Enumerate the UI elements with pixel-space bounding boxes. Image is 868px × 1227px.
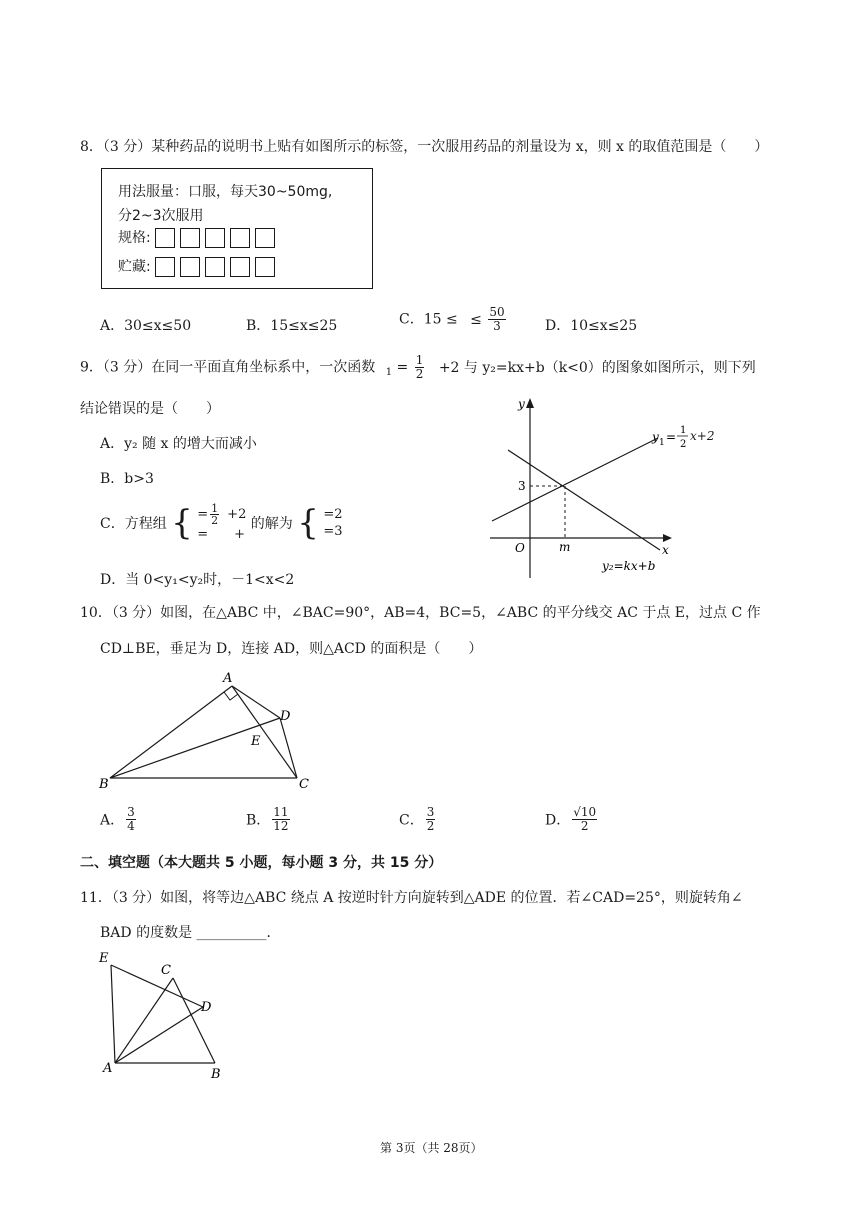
segment-ac <box>115 978 173 1063</box>
y1-label-pre: y <box>652 430 659 444</box>
q9-option-c[interactable]: C．方程组 { = $\frac{1}{2}$ +2 = + 的解为 { =2 =3 <box>100 502 343 543</box>
q9-stem-line2: 结论错误的是（ ） <box>80 401 220 417</box>
point-e: E <box>251 734 261 749</box>
x-axis-arrow <box>663 534 672 542</box>
label-spec: 规格: <box>118 230 151 246</box>
vertex-a: A <box>103 1061 113 1076</box>
q8-option-a[interactable]: A．30≤x≤50 <box>100 318 192 334</box>
blank-box <box>230 228 250 248</box>
axis-x-label: x <box>662 543 669 557</box>
segment-ae <box>111 965 115 1063</box>
q8-option-c-le: ≤ <box>470 311 482 328</box>
label-line1: 用法服量：口服，每天30~50mg, <box>118 184 333 200</box>
q11-figure <box>95 950 235 1085</box>
label-store: 贮藏: <box>118 259 151 275</box>
label-store-row <box>118 256 280 277</box>
line-y1 <box>492 438 658 521</box>
q11-stem: 11．（3 分）如图，将等边△ABC 绕点 A 按逆时针方向旋转到△ADE 的位置．若∠CAD=25°，则旋转角∠ <box>80 890 743 906</box>
q8-option-c-pre: C．15 ≤ <box>399 311 458 328</box>
blank-box <box>255 257 275 277</box>
vertex-b: B <box>211 1067 221 1082</box>
page-footer: 第 3页（共 28页） <box>380 1141 483 1155</box>
q8-option-d[interactable]: D．10≤x≤25 <box>545 318 638 334</box>
vertex-d: D <box>201 1000 212 1015</box>
right-angle-mark <box>224 692 238 700</box>
q9-option-a[interactable]: A．y₂ 随 x 的增大而减小 <box>100 436 257 452</box>
q10-option-a[interactable]: A． $\frac{3}{4}$ <box>100 805 135 833</box>
blank-box <box>155 228 175 248</box>
q9-stem: 9．（3 分）在同一平面直角坐标系中，一次函数 $_1$ = $\frac{1}{2}$ +2 与 y₂=kx+b（k<0）的图象如图所示，则下列 <box>80 353 756 381</box>
q10-option-d[interactable]: D． $\frac{√10}{2}$ <box>545 805 597 833</box>
blank-box <box>230 257 250 277</box>
segment-ab <box>110 686 232 778</box>
vertex-b: B <box>99 777 109 792</box>
segment-ad <box>232 686 280 718</box>
y2-label: y₂=kx+b <box>602 559 656 573</box>
blank-box <box>255 228 275 248</box>
segment-bc <box>173 978 215 1063</box>
blank-box <box>205 257 225 277</box>
label-line2: 分2~3次服用 <box>118 208 204 224</box>
vertex-c: C <box>161 963 171 978</box>
y1-label-sub: 1 <box>659 438 665 448</box>
y-axis-arrow <box>526 398 534 408</box>
q10-option-c[interactable]: C． $\frac{3}{2}$ <box>399 805 435 833</box>
q9-solution: =2 =3 <box>323 507 343 539</box>
segment-ad <box>115 1007 203 1063</box>
y1-label-eq: = <box>666 430 677 444</box>
origin-label: O <box>515 541 525 555</box>
vertex-a: A <box>223 671 233 686</box>
medicine-label <box>101 168 373 289</box>
y1-label-num: 1 <box>680 425 687 436</box>
q8-stem: 8．（3 分）某种药品的说明书上贴有如图所示的标签，一次服用药品的剂量设为 x，则 x 的取值范围是（ ） <box>80 139 769 155</box>
y1-label-post: x+2 <box>690 429 715 443</box>
q10-stem-line2: CD⊥BE，垂足为 D，连接 AD，则△ACD 的面积是（ ） <box>100 641 483 657</box>
q9-graph <box>480 390 690 585</box>
q9-system: = $\frac{1}{2}$ +2 = + <box>197 502 247 542</box>
q8-option-c[interactable] <box>399 306 508 333</box>
segment-cd <box>280 718 297 778</box>
y1-label-den: 2 <box>680 439 687 450</box>
blank-box <box>180 228 200 248</box>
tick-m-label: m <box>559 540 571 554</box>
vertex-e: E <box>99 951 109 966</box>
q11-stem-line2[interactable]: BAD 的度数是 __________． <box>100 925 281 941</box>
blank-box <box>155 257 175 277</box>
q10-figure <box>95 668 325 796</box>
left-brace: { <box>171 503 193 543</box>
q8-option-c-fraction: $\frac{50}{3}$ <box>489 305 505 333</box>
section-heading: 二、填空题（本大题共 5 小题，每小题 3 分，共 15 分） <box>80 855 443 871</box>
label-spec-row <box>118 227 280 248</box>
q8-option-b[interactable]: B．15≤x≤25 <box>246 318 338 334</box>
q10-stem: 10．（3 分）如图，在△ABC 中，∠BAC=90°，AB=4，BC=5，∠ABC 的平分线交 AC 于点 E，过点 C 作 <box>80 605 761 621</box>
blank-box <box>180 257 200 277</box>
axis-y-label: y <box>518 397 525 411</box>
tick-3-label: 3 <box>518 479 526 493</box>
q10-option-b[interactable]: B． $\frac{11}{12}$ <box>246 805 289 833</box>
blank-box <box>205 228 225 248</box>
q9-stem-fraction: $\frac{1}{2}$ <box>415 353 424 381</box>
q9-option-b[interactable]: B．b>3 <box>100 471 154 487</box>
vertex-c: C <box>299 777 309 792</box>
vertex-d: D <box>280 709 291 724</box>
q9-option-d[interactable]: D．当 0<y₁<y₂时，－1<x<2 <box>100 572 295 588</box>
left-brace: { <box>297 503 319 543</box>
line-y2 <box>508 450 660 550</box>
